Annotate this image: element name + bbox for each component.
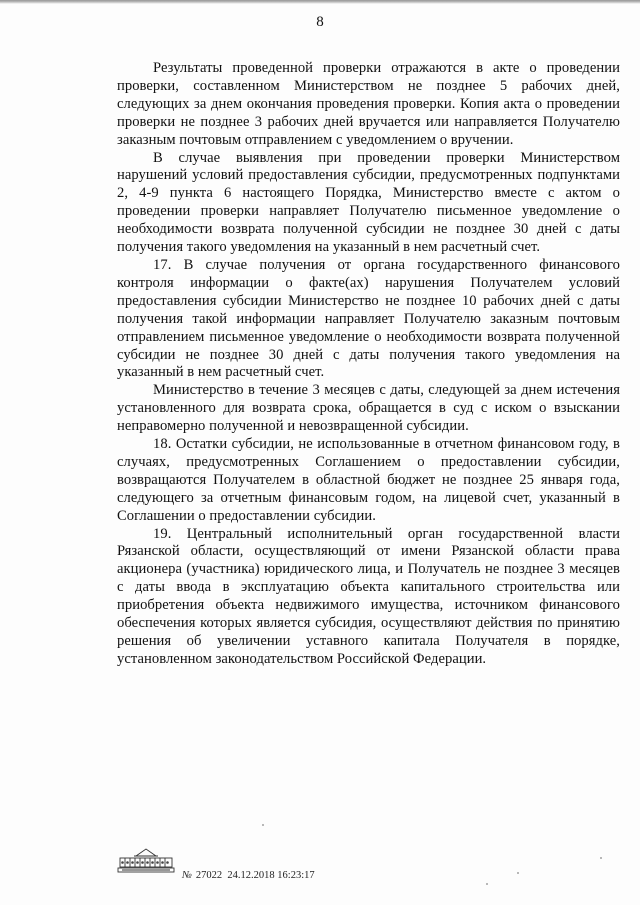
paragraph-item-18: 18. Остатки субсидии, не использованные в отчетном финансовом году, в случаях, предусмотренных Соглашением о предоставлении субсидии, возвращаются Получателем в областной бюджет не позднее 25 января года, следующего за отчетным финансовым годом, на лицевой счет, указанный в Соглашении о предоставлении субсидии. xyxy=(117,436,620,524)
government-building-stamp-icon xyxy=(116,846,176,876)
paragraph-court-claim: Министерство в течение 3 месяцев с даты, следующей за днем истечения установленного для возврата срока, обращается в суд с иском о взыскании неправомерно полученной и невозвращенной субсидии. xyxy=(117,382,620,435)
number-sign: № xyxy=(182,870,192,881)
paragraph-violation-notice: В случае выявления при проведении проверки Министерством нарушений условий предоставления субсидии, предусмотренных подпунктами 2, 4-9 пункта 6 настоящего Порядка, Министерство вместе с актом о проведении проверки направляет Получателю письменное уведомление о необходимости возврата полученной субсидии не позднее 30 дней с даты получения такого уведомления на указанный в нем расчетный счет. xyxy=(117,149,620,256)
scan-speck xyxy=(517,872,519,874)
paragraph-item-17: 17. В случае получения от органа государственного финансового контроля информации о факте(ах) нарушения Получателем условий предоставления субсидии Министерство не позднее 10 рабочих дней с даты получения такой информации направляет Получателю заказным почтовым отправлением письменное уведомление о необходимости возврата полученной субсидии не позднее 30 дней с даты получения такого уведомления на указанный в нем расчетный счет. xyxy=(117,256,620,381)
registration-stamp-text xyxy=(182,870,315,881)
paragraph-inspection-act: Результаты проведенной проверки отражаются в акте о проведении проверки, составленном Министерством не позднее 5 рабочих дней, следующих за днем окончания проведения проверки. Копия акта о проведении проверки не позднее 3 рабочих дней вручается или направляется Получателю заказным почтовым отправлением с уведомлением о вручении. xyxy=(117,60,620,148)
scan-edge xyxy=(0,0,640,4)
registration-number-datetime: 27022 24.12.2018 16:23:17 xyxy=(195,870,315,881)
scan-speck xyxy=(486,883,488,885)
paragraph-item-19: 19. Центральный исполнительный орган государственной власти Рязанской области, осуществляющий от имени Рязанской области права акционера (участника) юридического лица, и Получатель не позднее 3 месяцев с даты ввода в эксплуатацию объекта капитального строительства или приобретения объекта недвижимого имущества, источником финансового обеспечения которых является субсидия, осуществляют действия по принятию решения об увеличении уставного капитала Получателя в порядке, установленном законодательством Российской Федерации. xyxy=(117,525,620,667)
page-number: 8 xyxy=(316,14,324,30)
document-body xyxy=(117,60,620,669)
scan-speck xyxy=(600,857,602,859)
scan-speck xyxy=(262,824,264,826)
